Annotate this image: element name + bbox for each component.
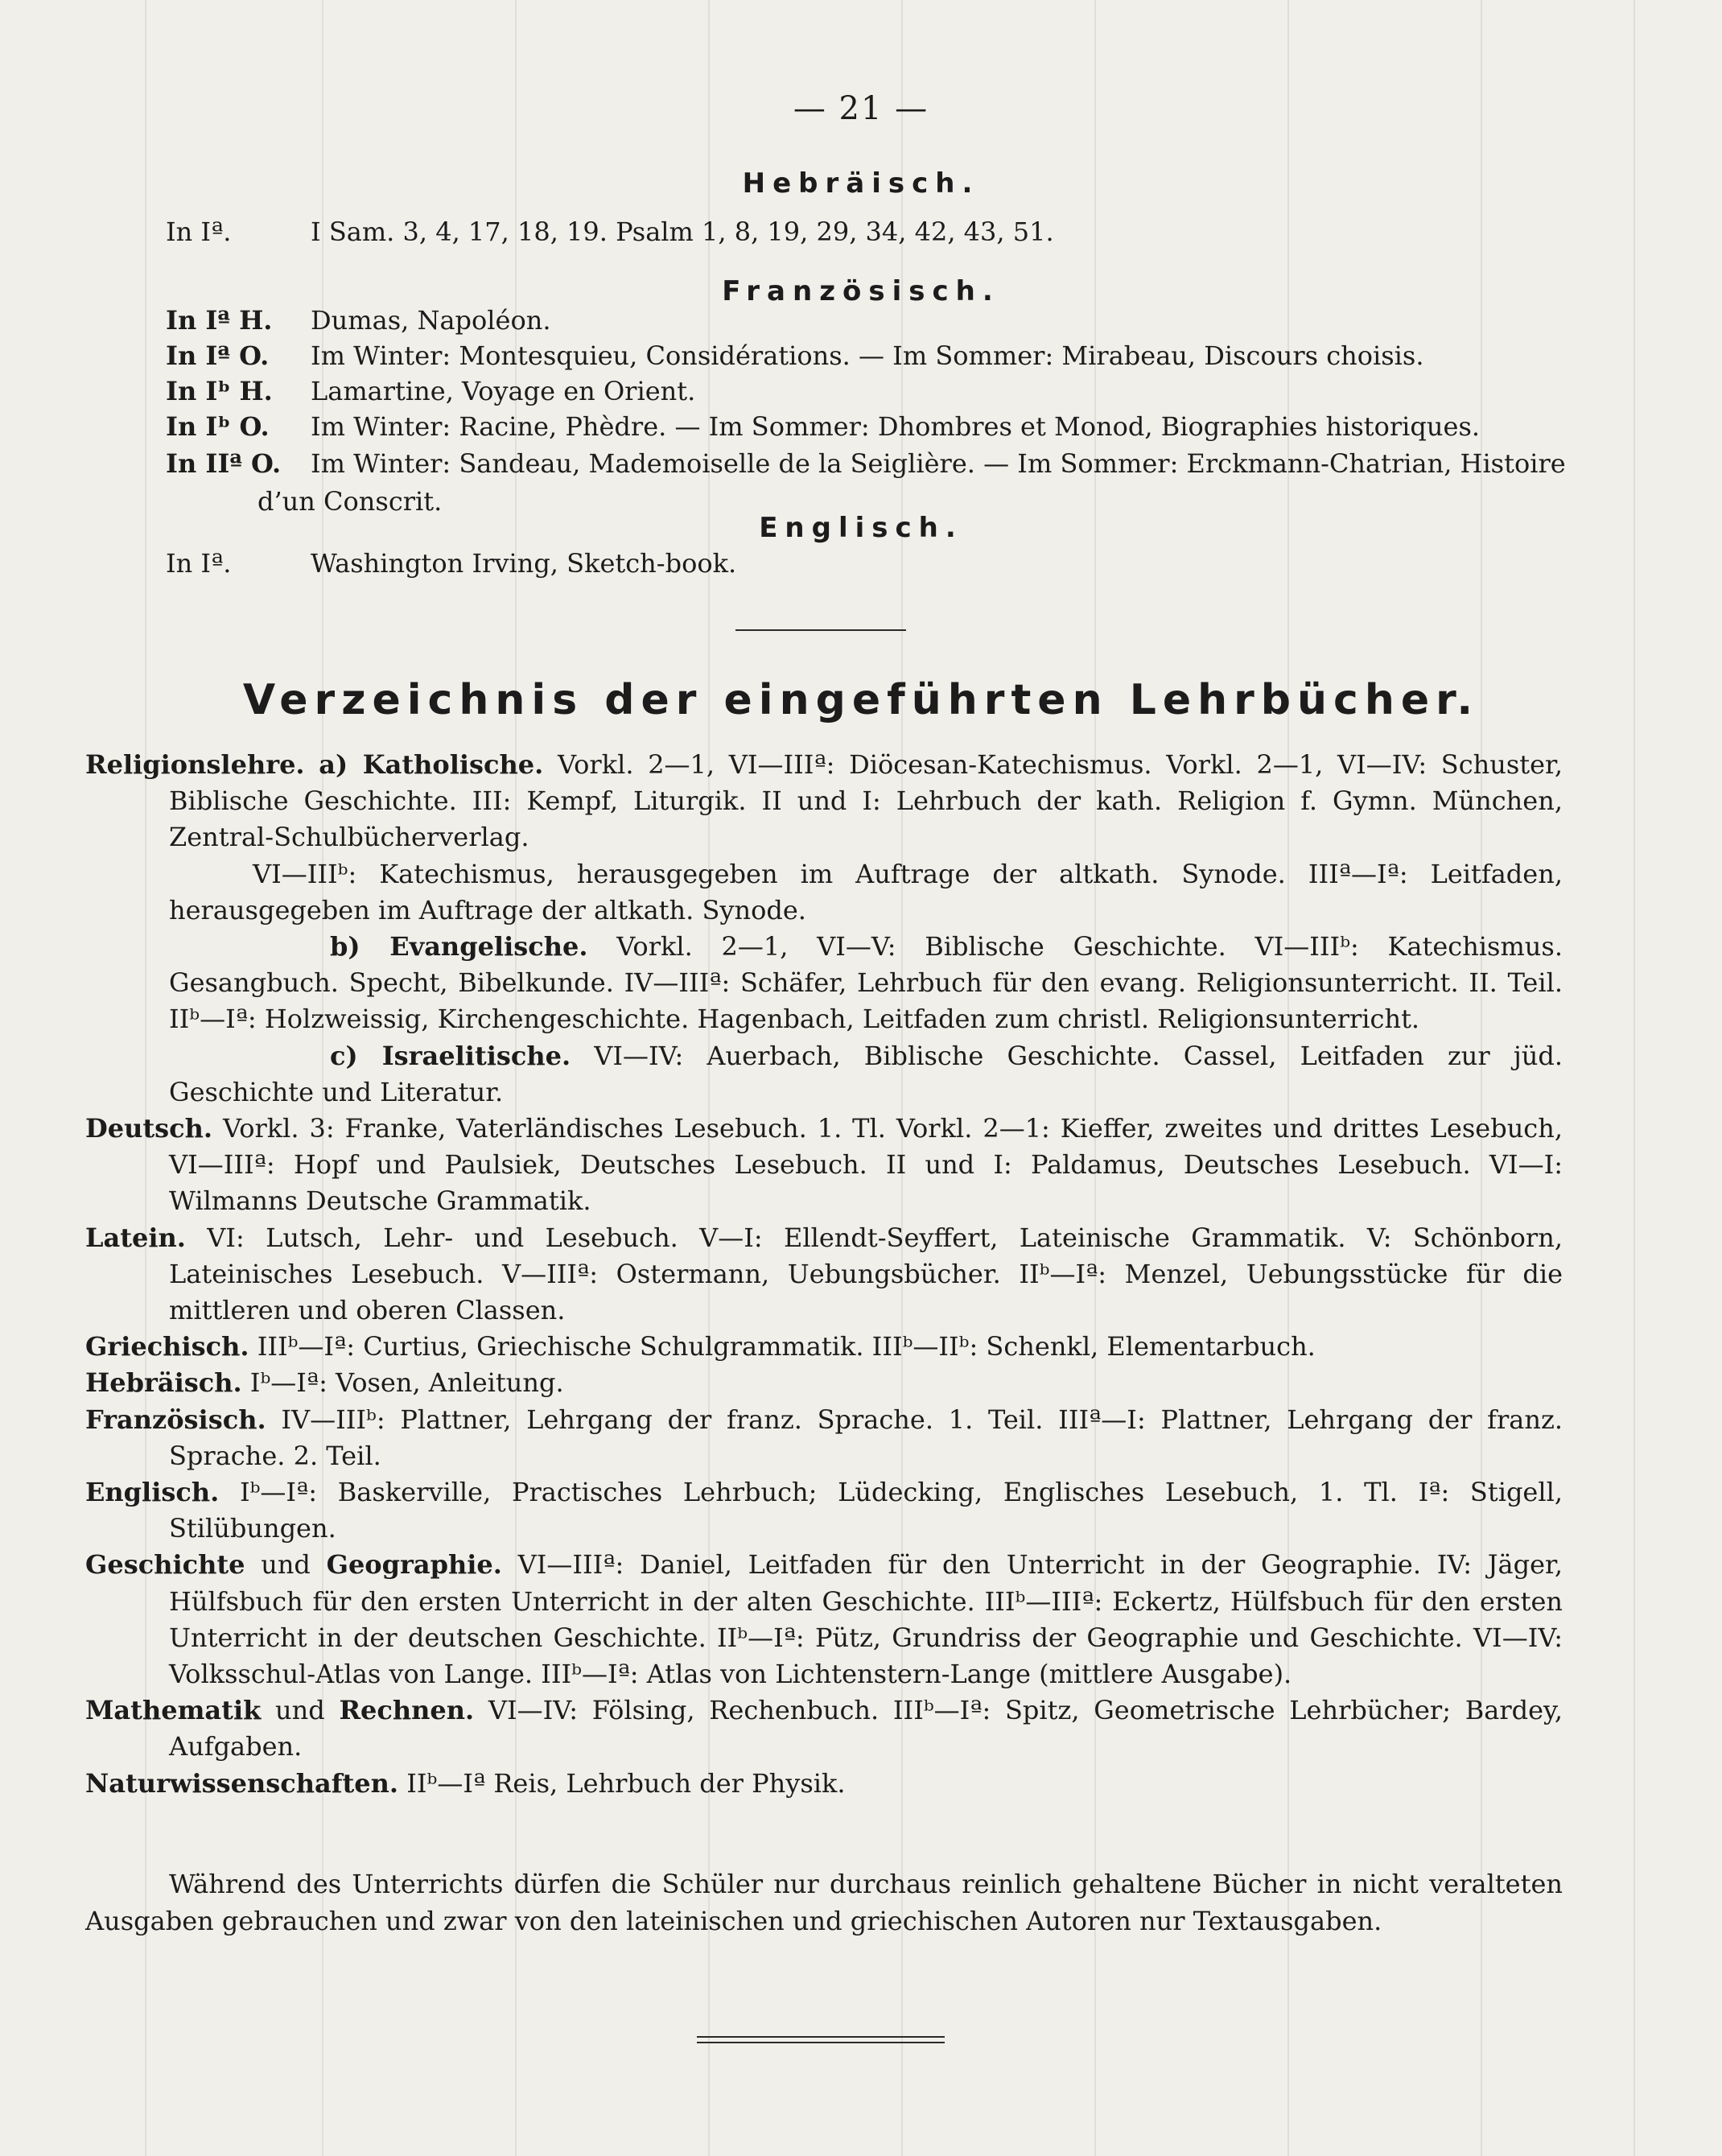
reading-text: I Sam. 3, 4, 17, 18, 19. Psalm 1, 8, 19, 29, 34, 42, 43, 51. xyxy=(311,216,1054,247)
subject-text: IV—IIIᵇ: Plattner, Lehrgang der franz. Sprache. 1. Teil. IIIª—I: Plattner, Lehrgang der franz. Sprache. 2. Teil. xyxy=(169,1404,1563,1471)
subsection-label: c) Israelitische. xyxy=(330,1040,571,1071)
reading-text: Dumas, Napoléon. xyxy=(311,305,551,336)
reading-line xyxy=(166,216,1054,248)
subsection-label: b) Evangelische. xyxy=(330,931,588,963)
subject-text: Vorkl. 2—1, VI—V: Biblische Geschichte. VI—IIIᵇ: Katechismus. Gesangbuch. Specht, Bibelkunde. IV—IIIª: Schäfer, Lehrbuch für den evang. Religionsunterricht. II. Teil. IIᵇ—Iª: Holzweissig, Kirchengeschichte. Hagenbach, Leitfaden zum christl. Religionsunterricht. xyxy=(169,931,1563,1035)
subject-text: VI—IV: Fölsing, Rechenbuch. IIIᵇ—Iª: Spitz, Geometrische Lehrbücher; Bardey, Aufgaben. xyxy=(169,1695,1563,1762)
subject-text: VI—IIIª: Daniel, Leitfaden für den Unterricht in der Geographie. IV: Jäger, Hülfsbuch für den ersten Unterricht in der alten Geschichte. IIIᵇ—IIIª: Eckertz, Hülfsbuch für den ersten Unterricht in der deutschen Geschichte. IIᵇ—Iª: Pütz, Grundriss der Geographie und Geschichte. VI—IV: Volksschul-Atlas von Lange. IIIᵇ—Iª: Atlas von Lichtenstern-Lange (mittlere Ausgabe). xyxy=(169,1549,1563,1690)
religion-protestant xyxy=(85,929,1563,1038)
class-label: In Iª. xyxy=(166,216,232,247)
subject-label: Geschichte xyxy=(85,1549,245,1581)
subject-text: IIᵇ—Iª Reis, Lehrbuch der Physik. xyxy=(406,1767,846,1799)
subject-text: Vorkl. 2—1, VI—IIIª: Diöcesan-Katechismus. Vorkl. 2—1, VI—IV: Schuster, Biblische Geschichte. III: Kempf, Liturgik. II und I: Lehrbuch der kath. Religion f. Gymn. München, Zentral-Schulbücherverlag. xyxy=(169,749,1563,853)
textbooks-latin xyxy=(85,1220,1563,1329)
end-rule-top xyxy=(697,2036,945,2038)
subject-label: Englisch. xyxy=(85,1477,220,1508)
reading-text: Lamartine, Voyage en Orient. xyxy=(311,376,696,406)
reading-text: Im Winter: Sandeau, Mademoiselle de la Seiglière. — Im Sommer: Erckmann-Chatrian, Histoire xyxy=(311,448,1566,479)
textbooks-religion xyxy=(85,747,1563,1802)
class-label: In Iᵇ O. xyxy=(166,411,270,442)
class-label: In IIª O. xyxy=(166,448,282,479)
subject-label: Deutsch. xyxy=(85,1113,213,1144)
subject-label: Französisch. xyxy=(85,1404,266,1435)
subsection-label: a) Katholische. xyxy=(319,749,544,780)
reading-line xyxy=(166,340,1424,372)
section-title-french: Französisch. xyxy=(722,275,1000,307)
subject-text: VI: Lutsch, Lehr- und Lesebuch. V—I: Ellendt-Seyffert, Lateinische Grammatik. V: Schönborn, Lateinisches Lesebuch. V—IIIª: Ostermann, Uebungsbücher. IIᵇ—Iª: Menzel, Uebungsstücke für die mittleren und oberen Classen. xyxy=(169,1222,1563,1326)
textbooks-german xyxy=(85,1111,1563,1220)
section-divider xyxy=(735,629,906,631)
class-label: In Iª H. xyxy=(166,305,273,336)
textbooks-greek xyxy=(85,1329,1563,1365)
class-label: In Iª O. xyxy=(166,340,270,371)
subject-label: Naturwissenschaften. xyxy=(85,1767,399,1799)
religion-catholic xyxy=(85,747,1563,856)
conjunction: und xyxy=(261,1549,311,1581)
textbooks-history xyxy=(85,1547,1563,1692)
reading-line xyxy=(166,447,1566,480)
class-label: In Iᵇ H. xyxy=(166,376,273,406)
subject-text: VI—IV: Auerbach, Biblische Geschichte. Cassel, Leitfaden zur jüd. Geschichte und Literatur. xyxy=(169,1040,1563,1107)
section-title-english: Englisch. xyxy=(759,512,963,544)
conjunction: und xyxy=(275,1695,325,1726)
subject-text: Vorkl. 3: Franke, Vaterländisches Lesebuch. 1. Tl. Vorkl. 2—1: Kieffer, zweites und drittes Lesebuch, VI—IIIª: Hopf und Paulsiek, Deutsches Lesebuch. II und I: Paldamus, Deutsches Lesebuch. VI—I: Wilmanns Deutsche Grammatik. xyxy=(169,1113,1563,1217)
subject-label: Geographie. xyxy=(326,1549,502,1581)
textbooks-hebrew xyxy=(85,1365,1563,1401)
reading-text: Washington Irving, Sketch-book. xyxy=(311,548,737,579)
reading-text: Im Winter: Montesquieu, Considérations. — Im Sommer: Mirabeau, Discours choisis. xyxy=(311,340,1424,371)
subject-label: Latein. xyxy=(85,1222,186,1253)
religion-altcatholic: VI—IIIᵇ: Katechismus, herausgegeben im Auftrage der altkath. Synode. IIIª—Iª: Leitfaden, herausgegeben im Auftrage der altkath. Synode. xyxy=(169,858,1563,925)
textbooks-french xyxy=(85,1402,1563,1474)
subject-text: Iᵇ—Iª: Baskerville, Practisches Lehrbuch; Lüdecking, Englisches Lesebuch, 1. Tl. Iª: Stigell, Stilübungen. xyxy=(169,1477,1563,1544)
subject-label: Religionslehre. xyxy=(85,749,305,780)
subject-label: Hebräisch. xyxy=(85,1367,242,1399)
textbooks-english xyxy=(85,1474,1563,1547)
subject-label: Rechnen. xyxy=(339,1695,475,1726)
subject-label: Mathematik xyxy=(85,1695,262,1726)
reading-line xyxy=(166,410,1480,443)
reading-line xyxy=(166,304,551,336)
subject-text: Iᵇ—Iª: Vosen, Anleitung. xyxy=(249,1367,564,1399)
section-title-hebrew: Hebräisch. xyxy=(742,167,980,200)
bleed-line xyxy=(1633,0,1635,2156)
subject-text: IIIᵇ—Iª: Curtius, Griechische Schulgrammatik. IIIᵇ—IIᵇ: Schenkl, Elementarbuch. xyxy=(257,1331,1316,1362)
textbooks-science xyxy=(85,1766,1563,1802)
reading-line xyxy=(166,375,695,407)
page-number: — 21 — xyxy=(793,90,929,127)
page-heading: Verzeichnis der eingeführten Lehrbücher. xyxy=(242,676,1480,724)
religion-jewish xyxy=(85,1038,1563,1111)
textbooks-math xyxy=(85,1692,1563,1765)
class-label: In Iª. xyxy=(166,548,232,579)
closing-paragraph: Während des Unterrichts dürfen die Schüler nur durchaus reinlich gehaltene Bücher in nicht veralteten Ausgaben gebrauchen und zwar von den lateinischen und griechischen Autoren nur Textausgaben. xyxy=(85,1869,1563,1936)
reading-line xyxy=(166,547,736,579)
end-rule-bottom xyxy=(697,2042,945,2043)
reading-text: Im Winter: Racine, Phèdre. — Im Sommer: Dhombres et Monod, Biographies historiques. xyxy=(311,411,1481,442)
subject-label: Griechisch. xyxy=(85,1331,249,1362)
reading-continuation: d’un Conscrit. xyxy=(257,486,443,517)
